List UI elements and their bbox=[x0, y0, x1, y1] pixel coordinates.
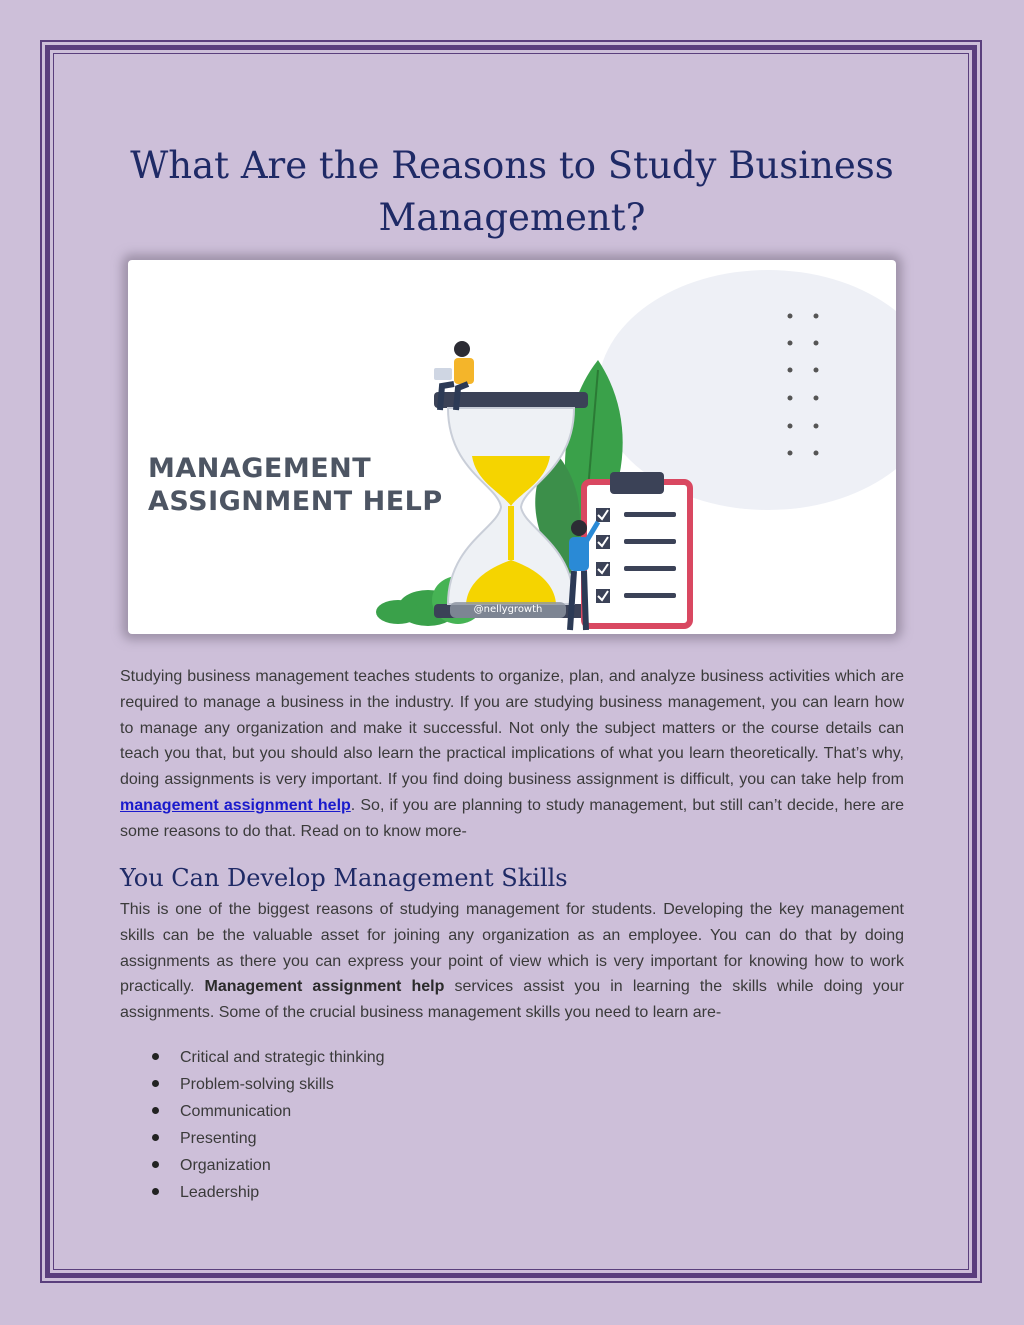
list-item: Problem-solving skills bbox=[150, 1071, 385, 1098]
hero-illustration bbox=[128, 260, 896, 634]
list-item: Communication bbox=[150, 1098, 385, 1125]
bold-term-management-assignment-help: Management assignment help bbox=[204, 978, 445, 996]
paragraph-text-before-bold: This is one of the biggest reasons of studying management for students. Developing the key management skills can be the valuable asset for joining any organization as an employee. You can do that by doing assignments as there you can express your point of view which is very important for knowing how to work practically. bbox=[120, 901, 904, 996]
clipboard-icon bbox=[584, 472, 690, 626]
list-item: Organization bbox=[150, 1152, 385, 1179]
paragraph-text-after-bold: services assist you in learning the skills while doing your assignments. Some of the crucial business management skills you need to learn are- bbox=[120, 978, 904, 1022]
page-title: What Are the Reasons to Study Business Management? bbox=[130, 144, 894, 239]
list-item: Leadership bbox=[150, 1179, 385, 1206]
intro-text-after-link: . So, if you are planning to study management, but still can’t decide, here are some reasons to do that. Read on to know more- bbox=[120, 796, 905, 840]
hero-image-heading bbox=[148, 452, 443, 518]
management-skills-paragraph bbox=[120, 897, 904, 1026]
hero-image bbox=[128, 260, 896, 634]
management-assignment-help-link[interactable]: management assignment help bbox=[120, 796, 351, 814]
hero-line1: MANAGEMENT bbox=[148, 453, 372, 484]
list-item: Critical and strategic thinking bbox=[150, 1044, 385, 1071]
intro-text-before-link: Studying business management teaches students to organize, plan, and analyze business activities which are required to manage a business in the industry. If you are studying business management, you can learn how to manage any organization and make it successful. Not only the subject matters or the course details can teach you that, but you should also learn the practical implications of what you learn theoretically. That’s why, doing assignments is very important. If you find doing business assignment is difficult, you can take help from bbox=[120, 668, 904, 789]
hero-line2: ASSIGNMENT HELP bbox=[148, 486, 443, 517]
hero-watermark: @nellygrowth bbox=[473, 604, 543, 615]
list-item: Presenting bbox=[150, 1125, 385, 1152]
intro-paragraph bbox=[120, 664, 904, 845]
section-heading-management-skills: You Can Develop Management Skills bbox=[120, 864, 568, 892]
skills-list bbox=[150, 1044, 385, 1206]
